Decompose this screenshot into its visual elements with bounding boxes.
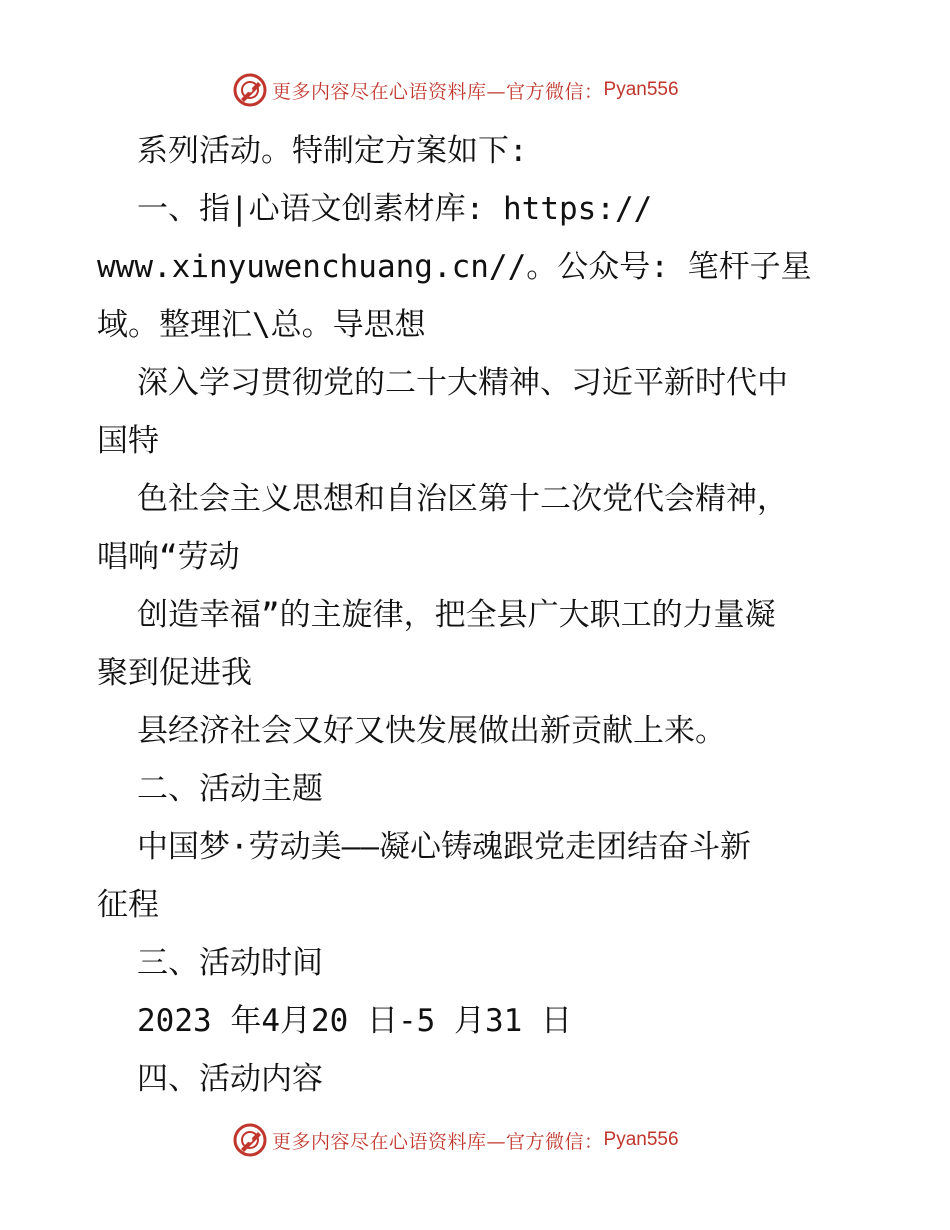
paragraph-line: 色社会主义思想和自治区第十二次党代会精神，: [137, 481, 788, 517]
section-heading: 四、活动内容: [137, 1061, 323, 1097]
section-heading: 三、活动时间: [137, 945, 323, 981]
paragraph-line: 深入学习贯彻党的二十大精神、习近平新时代中: [137, 365, 788, 401]
paragraph-line: 中国梦·劳动美——凝心铸魂跟党走团结奋斗新: [137, 829, 751, 865]
wechat-id: Pyan556: [603, 79, 679, 100]
logo-icon: [232, 1122, 268, 1158]
paragraph-line: 国特: [97, 423, 159, 459]
paragraph-line: 创造幸福”的主旋律，把全县广大职工的力量凝: [137, 597, 776, 633]
paragraph-line: 一、指|心语文创素材库: https://: [137, 191, 653, 227]
wechat-id: Pyan556: [603, 1129, 679, 1150]
paragraph-line: 征程: [97, 887, 159, 923]
paragraph-line: 2023 年4月20 日-5 月31 日: [137, 1003, 572, 1039]
paragraph-line: 系列活动。特制定方案如下:: [137, 133, 528, 169]
banner-text: 更多内容尽在心语资料库—官方微信：: [272, 80, 604, 103]
header-banner: [232, 70, 679, 110]
banner-text: 更多内容尽在心语资料库—官方微信：: [272, 1130, 604, 1153]
paragraph-line: 县经济社会又好又快发展做出新贡献上来。: [137, 713, 726, 749]
section-heading: 二、活动主题: [137, 771, 323, 807]
paragraph-line: www.xinyuwenchuang.cn//。公众号: 笔杆子星: [97, 249, 812, 285]
footer-banner: [232, 1120, 679, 1160]
paragraph-line: 聚到促进我: [97, 655, 252, 691]
paragraph-line: 唱响“劳动: [97, 539, 240, 575]
paragraph-line: 域。整理汇\总。导思想: [97, 307, 426, 343]
logo-icon: [232, 72, 268, 108]
